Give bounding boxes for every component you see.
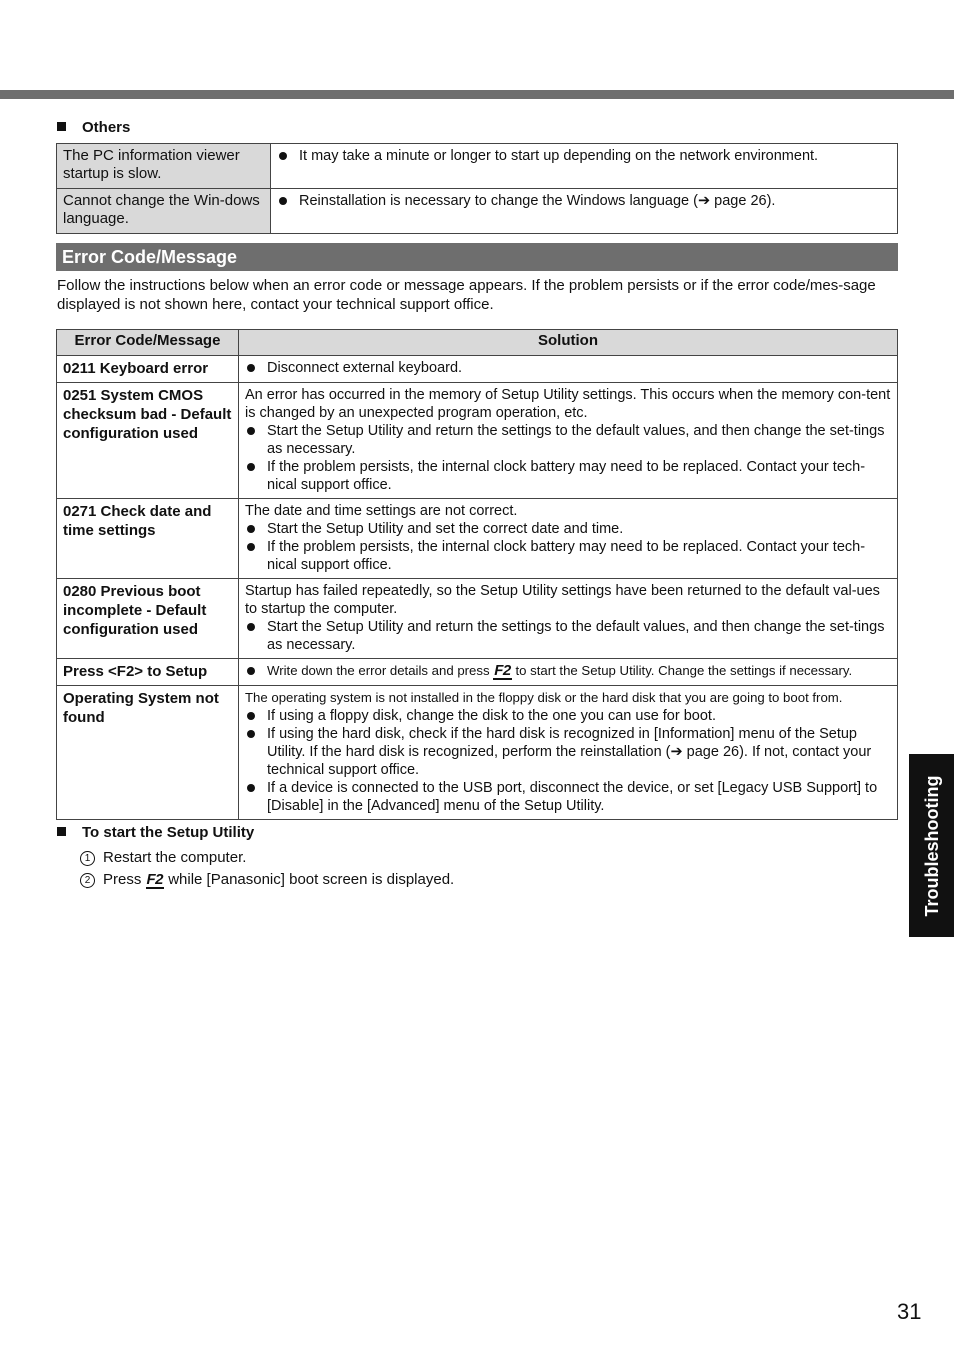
problem-cell: Cannot change the Win-dows language. [57, 189, 271, 234]
problem-cell: The PC information viewer startup is slow. [57, 144, 271, 189]
table-row [57, 144, 898, 189]
error-code: 0280 Previous boot incomplete - Default configuration used [57, 579, 239, 659]
solution-cell: The operating system is not installed in the floppy disk or the hard disk that you are going to boot from. If using a floppy disk, change the disk to the one you can use for boot. If using the hard disk, check if the hard disk is recognized in [Information] menu of the Setup Utility. If the hard disk is recognized, perform the reinstallation (➔ page 26). If not, contact your technical support office. If a device is connected to the USB port, disconnect the device, or set [Legacy USB Support] to [Disable] in the [Advanced] menu of the Setup Utility. [239, 686, 898, 820]
others-table [56, 143, 898, 234]
error-code: 0271 Check date and time settings [57, 499, 239, 579]
circled-number-icon: 2 [80, 873, 95, 888]
page-number: 31 [897, 1299, 922, 1324]
solution-cell: It may take a minute or longer to start up depending on the network environment. [271, 144, 898, 189]
table-row [57, 189, 898, 234]
f2-key-icon: F2 [494, 662, 511, 679]
table-header-row [57, 330, 898, 356]
solution-cell: The date and time settings are not correct. Start the Setup Utility and set the correct date and time. If the problem persists, the internal clock battery may need to be replaced. Contact your tech-nical support office. [239, 499, 898, 579]
table-row [57, 659, 898, 686]
table-row [57, 499, 898, 579]
side-tab-troubleshooting: Troubleshooting [909, 754, 954, 937]
column-header-code: Error Code/Message [57, 330, 239, 356]
column-header-solution: Solution [239, 330, 898, 356]
table-row [57, 686, 898, 820]
top-rule [0, 90, 954, 99]
setup-step-2: 2 Press F2 while [Panasonic] boot screen is displayed. [80, 871, 454, 889]
intro-paragraph: Follow the instructions below when an error code or message appears. If the problem persists or if the error code/mes-sage displayed is not shown here, contact your technical support office. [57, 277, 876, 313]
error-code: Press <F2> to Setup [57, 659, 239, 686]
error-code-table [56, 329, 898, 820]
error-code: 0251 System CMOS checksum bad - Default configuration used [57, 383, 239, 499]
solution-cell: Disconnect external keyboard. [239, 356, 898, 383]
error-code: Operating System not found [57, 686, 239, 820]
error-code: 0211 Keyboard error [57, 356, 239, 383]
square-bullet-icon [57, 827, 66, 836]
setup-heading: To start the Setup Utility [57, 824, 254, 842]
others-heading: Others [57, 119, 130, 137]
square-bullet-icon [57, 122, 66, 131]
solution-cell: Startup has failed repeatedly, so the Setup Utility settings have been returned to the default val-ues to startup the computer. Start the Setup Utility and return the settings to the default values, and then change the set-tings as necessary. [239, 579, 898, 659]
table-row [57, 356, 898, 383]
table-row [57, 383, 898, 499]
setup-step-1: 1 Restart the computer. [80, 849, 246, 867]
table-row [57, 579, 898, 659]
section-banner: Error Code/Message [56, 243, 898, 271]
solution-cell: An error has occurred in the memory of Setup Utility settings. This occurs when the memory con-tent is changed by an unexpected program operation, etc. Start the Setup Utility and return the settings to the default values, and then change the set-tings as necessary. If the problem persists, the internal clock battery may need to be replaced. Contact your tech-nical support office. [239, 383, 898, 499]
solution-cell: Write down the error details and press F2 to start the Setup Utility. Change the settings if necessary. [239, 659, 898, 686]
solution-cell: Reinstallation is necessary to change the Windows language (➔ page 26). [271, 189, 898, 234]
f2-key-icon: F2 [146, 871, 164, 888]
circled-number-icon: 1 [80, 851, 95, 866]
